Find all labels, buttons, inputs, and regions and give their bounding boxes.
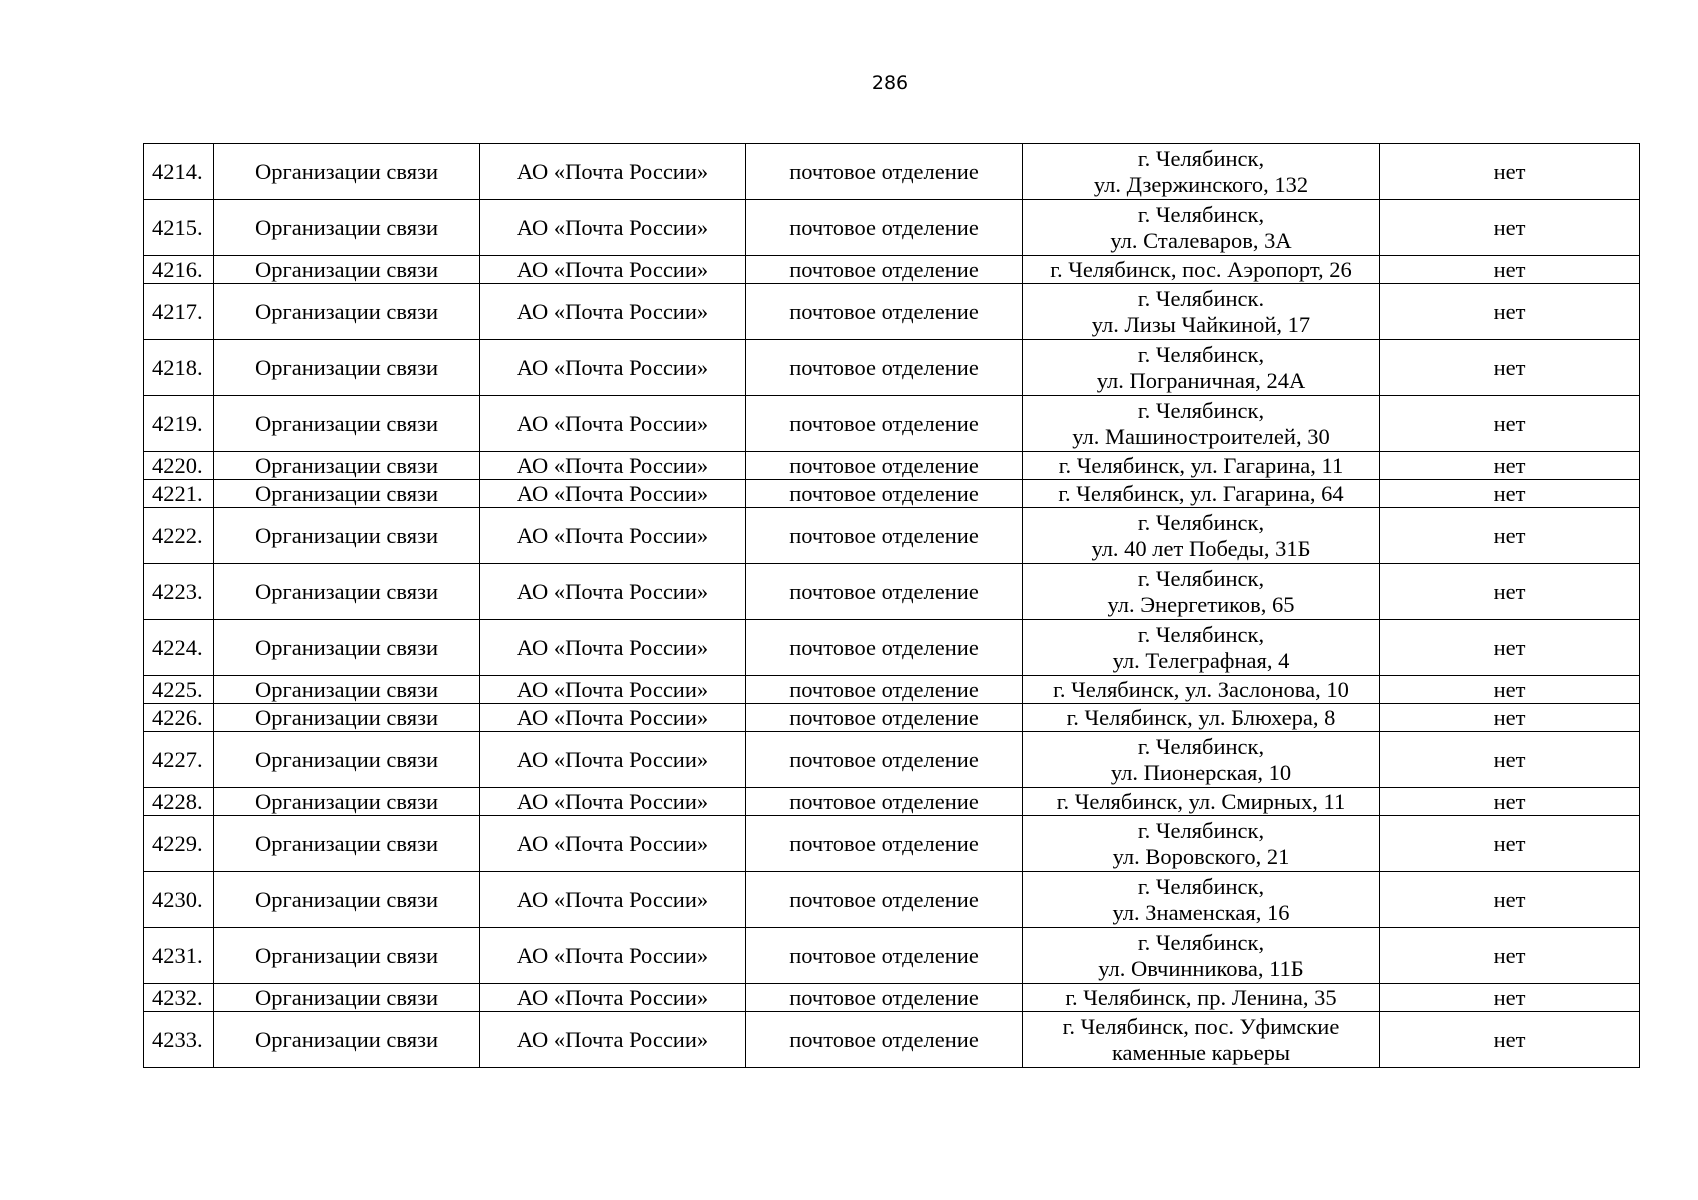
row-number: 4232. xyxy=(144,984,214,1012)
address-line: г. Челябинск, ул. Блюхера, 8 xyxy=(1066,704,1336,730)
table-row xyxy=(144,676,1640,704)
address-line: ул. Дзержинского, 132 xyxy=(1093,171,1309,197)
table-row xyxy=(144,1012,1640,1068)
value-cell: нет xyxy=(1380,452,1640,480)
row-number: 4215. xyxy=(144,200,214,256)
address-line: каменные карьеры xyxy=(1111,1039,1291,1065)
page-number: 286 xyxy=(871,72,909,94)
address-cell xyxy=(1023,144,1380,200)
address-cell xyxy=(1023,480,1380,508)
category-cell: Организации связи xyxy=(214,872,480,928)
address-line: г. Челябинск, xyxy=(1137,733,1265,759)
address-cell xyxy=(1023,676,1380,704)
organization-cell: АО «Почта России» xyxy=(480,480,746,508)
address-cell xyxy=(1023,704,1380,732)
object-type-cell: почтовое отделение xyxy=(746,1012,1023,1068)
object-type-cell: почтовое отделение xyxy=(746,340,1023,396)
organization-cell: АО «Почта России» xyxy=(480,508,746,564)
value-cell: нет xyxy=(1380,340,1640,396)
object-type-cell: почтовое отделение xyxy=(746,788,1023,816)
table-row xyxy=(144,508,1640,564)
value-cell: нет xyxy=(1380,816,1640,872)
category-cell: Организации связи xyxy=(214,732,480,788)
table-row xyxy=(144,452,1640,480)
category-cell: Организации связи xyxy=(214,984,480,1012)
value-cell: нет xyxy=(1380,704,1640,732)
table-row xyxy=(144,256,1640,284)
address-cell xyxy=(1023,200,1380,256)
address-line: г. Челябинск, xyxy=(1137,565,1265,591)
category-cell: Организации связи xyxy=(214,816,480,872)
organization-cell: АО «Почта России» xyxy=(480,676,746,704)
category-cell: Организации связи xyxy=(214,788,480,816)
address-cell xyxy=(1023,1012,1380,1068)
address-line: г. Челябинск, пос. Аэропорт, 26 xyxy=(1050,256,1352,282)
address-cell xyxy=(1023,256,1380,284)
organization-cell: АО «Почта России» xyxy=(480,816,746,872)
address-line: г. Челябинск, ул. Гагарина, 64 xyxy=(1058,480,1344,506)
address-cell xyxy=(1023,788,1380,816)
address-line: г. Челябинск, ул. Заслонова, 10 xyxy=(1053,676,1349,702)
row-number: 4214. xyxy=(144,144,214,200)
row-number: 4226. xyxy=(144,704,214,732)
address-line: ул. Лизы Чайкиной, 17 xyxy=(1091,311,1311,337)
value-cell: нет xyxy=(1380,564,1640,620)
category-cell: Организации связи xyxy=(214,676,480,704)
row-number: 4233. xyxy=(144,1012,214,1068)
address-line: г. Челябинск, xyxy=(1137,341,1265,367)
table-row xyxy=(144,480,1640,508)
object-type-cell: почтовое отделение xyxy=(746,564,1023,620)
row-number: 4228. xyxy=(144,788,214,816)
organization-cell: АО «Почта России» xyxy=(480,704,746,732)
row-number: 4229. xyxy=(144,816,214,872)
category-cell: Организации связи xyxy=(214,928,480,984)
object-type-cell: почтовое отделение xyxy=(746,508,1023,564)
address-line: г. Челябинск, xyxy=(1137,145,1265,171)
table-row xyxy=(144,984,1640,1012)
address-line: г. Челябинск, пос. Уфимские xyxy=(1062,1013,1340,1039)
organization-cell: АО «Почта России» xyxy=(480,256,746,284)
category-cell: Организации связи xyxy=(214,704,480,732)
value-cell: нет xyxy=(1380,620,1640,676)
organization-cell: АО «Почта России» xyxy=(480,284,746,340)
value-cell: нет xyxy=(1380,732,1640,788)
category-cell: Организации связи xyxy=(214,396,480,452)
object-type-cell: почтовое отделение xyxy=(746,452,1023,480)
value-cell: нет xyxy=(1380,676,1640,704)
table-row xyxy=(144,816,1640,872)
address-cell xyxy=(1023,732,1380,788)
address-line: ул. Пограничная, 24А xyxy=(1096,367,1306,393)
table-body xyxy=(144,144,1640,1068)
address-line: г. Челябинск, xyxy=(1137,873,1265,899)
value-cell: нет xyxy=(1380,200,1640,256)
address-cell xyxy=(1023,872,1380,928)
address-line: г. Челябинск, ул. Смирных, 11 xyxy=(1056,788,1346,814)
table-row xyxy=(144,200,1640,256)
category-cell: Организации связи xyxy=(214,144,480,200)
table-row xyxy=(144,564,1640,620)
category-cell: Организации связи xyxy=(214,620,480,676)
row-number: 4225. xyxy=(144,676,214,704)
organization-cell: АО «Почта России» xyxy=(480,200,746,256)
object-type-cell: почтовое отделение xyxy=(746,396,1023,452)
object-type-cell: почтовое отделение xyxy=(746,284,1023,340)
address-cell xyxy=(1023,452,1380,480)
object-type-cell: почтовое отделение xyxy=(746,144,1023,200)
row-number: 4217. xyxy=(144,284,214,340)
address-line: г. Челябинск, xyxy=(1137,201,1265,227)
object-type-cell: почтовое отделение xyxy=(746,984,1023,1012)
object-type-cell: почтовое отделение xyxy=(746,676,1023,704)
row-number: 4227. xyxy=(144,732,214,788)
value-cell: нет xyxy=(1380,144,1640,200)
table-row xyxy=(144,340,1640,396)
organization-cell: АО «Почта России» xyxy=(480,564,746,620)
address-cell xyxy=(1023,284,1380,340)
category-cell: Организации связи xyxy=(214,508,480,564)
object-type-cell: почтовое отделение xyxy=(746,620,1023,676)
row-number: 4223. xyxy=(144,564,214,620)
object-type-cell: почтовое отделение xyxy=(746,816,1023,872)
value-cell: нет xyxy=(1380,984,1640,1012)
object-type-cell: почтовое отделение xyxy=(746,256,1023,284)
address-line: ул. Овчинникова, 11Б xyxy=(1098,955,1304,981)
address-line: ул. Машиностроителей, 30 xyxy=(1072,423,1330,449)
address-line: г. Челябинск, xyxy=(1137,509,1265,535)
object-type-cell: почтовое отделение xyxy=(746,480,1023,508)
object-type-cell: почтовое отделение xyxy=(746,200,1023,256)
table-row xyxy=(144,732,1640,788)
address-line: ул. Воровского, 21 xyxy=(1112,843,1290,869)
table-row xyxy=(144,928,1640,984)
organization-cell: АО «Почта России» xyxy=(480,872,746,928)
address-cell xyxy=(1023,620,1380,676)
address-line: ул. Пионерская, 10 xyxy=(1110,759,1292,785)
address-cell xyxy=(1023,396,1380,452)
object-type-cell: почтовое отделение xyxy=(746,872,1023,928)
table-row xyxy=(144,144,1640,200)
address-cell xyxy=(1023,984,1380,1012)
address-line: ул. Знаменская, 16 xyxy=(1112,899,1290,925)
address-line: ул. Телеграфная, 4 xyxy=(1112,647,1290,673)
table-row xyxy=(144,396,1640,452)
address-cell xyxy=(1023,928,1380,984)
value-cell: нет xyxy=(1380,480,1640,508)
category-cell: Организации связи xyxy=(214,564,480,620)
row-number: 4231. xyxy=(144,928,214,984)
address-line: г. Челябинск, xyxy=(1137,929,1265,955)
address-line: г. Челябинск. xyxy=(1137,285,1265,311)
row-number: 4216. xyxy=(144,256,214,284)
value-cell: нет xyxy=(1380,284,1640,340)
value-cell: нет xyxy=(1380,928,1640,984)
address-line: г. Челябинск, xyxy=(1137,817,1265,843)
address-line: ул. 40 лет Победы, 31Б xyxy=(1091,535,1311,561)
object-type-cell: почтовое отделение xyxy=(746,928,1023,984)
organization-cell: АО «Почта России» xyxy=(480,984,746,1012)
value-cell: нет xyxy=(1380,256,1640,284)
table-row xyxy=(144,872,1640,928)
value-cell: нет xyxy=(1380,396,1640,452)
category-cell: Организации связи xyxy=(214,452,480,480)
row-number: 4221. xyxy=(144,480,214,508)
table-row xyxy=(144,284,1640,340)
object-type-cell: почтовое отделение xyxy=(746,704,1023,732)
table-row xyxy=(144,620,1640,676)
row-number: 4218. xyxy=(144,340,214,396)
row-number: 4224. xyxy=(144,620,214,676)
row-number: 4219. xyxy=(144,396,214,452)
category-cell: Организации связи xyxy=(214,284,480,340)
category-cell: Организации связи xyxy=(214,256,480,284)
category-cell: Организации связи xyxy=(214,340,480,396)
row-number: 4222. xyxy=(144,508,214,564)
organization-cell: АО «Почта России» xyxy=(480,620,746,676)
value-cell: нет xyxy=(1380,788,1640,816)
table-row xyxy=(144,704,1640,732)
address-line: г. Челябинск, ул. Гагарина, 11 xyxy=(1058,452,1344,478)
organization-cell: АО «Почта России» xyxy=(480,788,746,816)
organization-cell: АО «Почта России» xyxy=(480,144,746,200)
address-cell xyxy=(1023,340,1380,396)
address-line: г. Челябинск, xyxy=(1137,397,1265,423)
organization-cell: АО «Почта России» xyxy=(480,928,746,984)
organization-cell: АО «Почта России» xyxy=(480,732,746,788)
value-cell: нет xyxy=(1380,872,1640,928)
object-type-cell: почтовое отделение xyxy=(746,732,1023,788)
address-line: ул. Энергетиков, 65 xyxy=(1107,591,1295,617)
organization-cell: АО «Почта России» xyxy=(480,340,746,396)
row-number: 4220. xyxy=(144,452,214,480)
address-line: ул. Сталеваров, 3А xyxy=(1110,227,1292,253)
value-cell: нет xyxy=(1380,508,1640,564)
category-cell: Организации связи xyxy=(214,1012,480,1068)
address-cell xyxy=(1023,816,1380,872)
organization-cell: АО «Почта России» xyxy=(480,452,746,480)
category-cell: Организации связи xyxy=(214,200,480,256)
row-number: 4230. xyxy=(144,872,214,928)
organization-cell: АО «Почта России» xyxy=(480,1012,746,1068)
value-cell: нет xyxy=(1380,1012,1640,1068)
table-row xyxy=(144,788,1640,816)
category-cell: Организации связи xyxy=(214,480,480,508)
postal-offices-table xyxy=(143,143,1640,1068)
address-line: г. Челябинск, пр. Ленина, 35 xyxy=(1065,984,1337,1010)
address-cell xyxy=(1023,508,1380,564)
address-cell xyxy=(1023,564,1380,620)
organization-cell: АО «Почта России» xyxy=(480,396,746,452)
address-line: г. Челябинск, xyxy=(1137,621,1265,647)
